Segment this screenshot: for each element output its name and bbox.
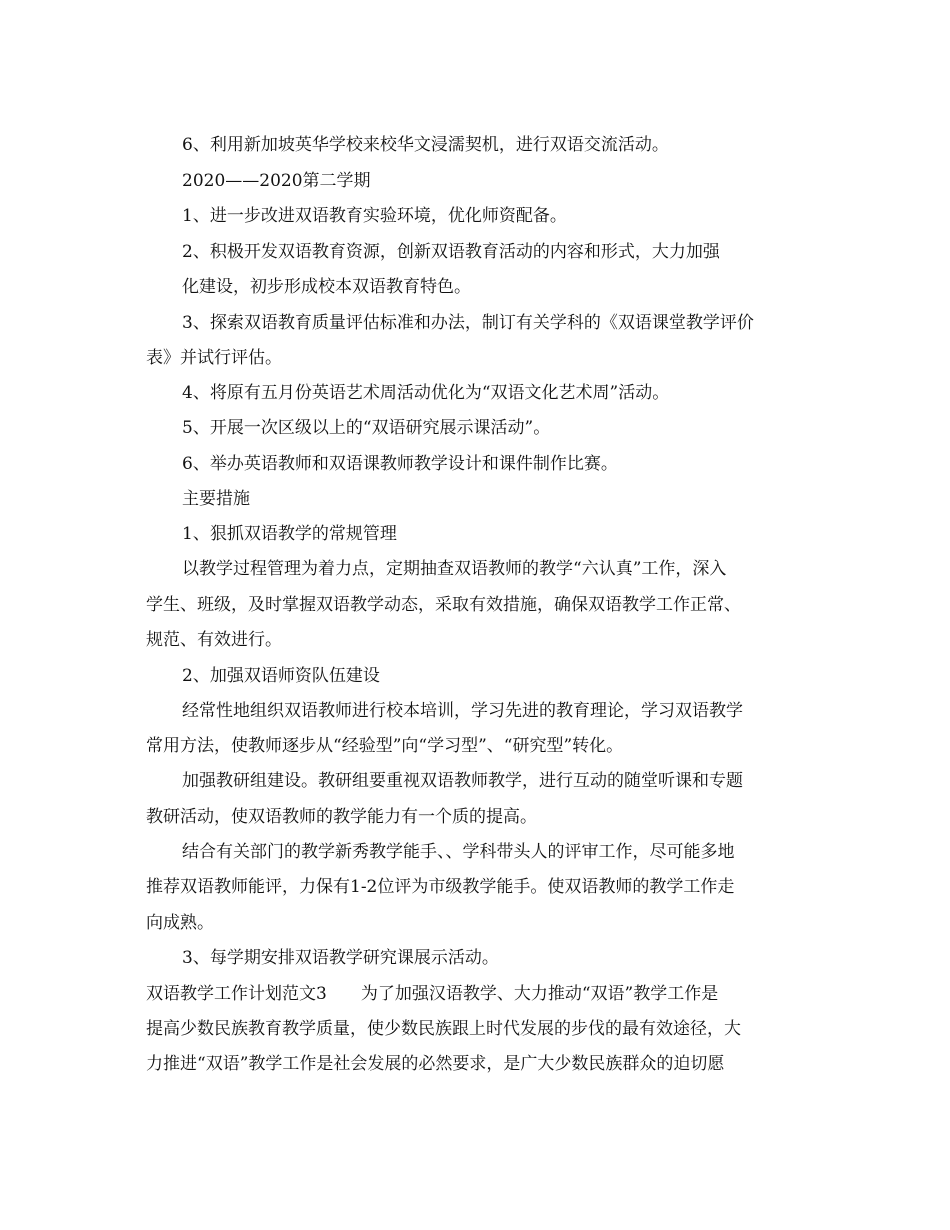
term-heading: 2020——2020第二学期	[182, 171, 371, 191]
text-line: 力推进“双语”教学工作是社会发展的必然要求，是广大少数民族群众的迫切愿	[146, 1054, 725, 1074]
text-line: 经常性地组织双语教师进行校本培训，学习先进的教育理论，学习双语教学	[182, 701, 743, 721]
subsection-heading: 1、狠抓双语教学的常规管理	[182, 524, 397, 544]
text-line: 3、探索双语教育质量评估标准和办法，制订有关学科的《双语课堂教学评价	[182, 313, 754, 333]
text-line: 5、开展一次区级以上的“双语研究展示课活动”。	[182, 418, 551, 438]
text-line: 2、积极开发双语教育资源，创新双语教育活动的内容和形式，大力加强	[182, 242, 720, 262]
text-line: 双语教学工作计划范文3 为了加强汉语教学、大力推动“双语”教学工作是	[146, 984, 719, 1004]
text-line: 向成熟。	[146, 913, 214, 933]
section-heading: 主要措施	[182, 489, 250, 509]
text-line: 推荐双语教师能评，力保有1-2位评为市级教学能手。使双语教师的教学工作走	[146, 877, 735, 897]
text-line: 6、举办英语教师和双语课教师教学设计和课件制作比赛。	[182, 454, 618, 474]
text-line: 6、利用新加坡英华学校来校华文浸濡契机，进行双语交流活动。	[182, 135, 669, 155]
text-line: 提高少数民族教育教学质量，使少数民族跟上时代发展的步伐的最有效途径，大	[146, 1019, 741, 1039]
text-line: 规范、有效进行。	[146, 630, 282, 650]
text-line: 常用方法，使教师逐步从“经验型”向“学习型”、“研究型”转化。	[146, 736, 624, 756]
subsection-heading: 3、每学期安排双语教学研究课展示活动。	[182, 948, 499, 968]
text-line: 1、进一步改进双语教育实验环境，优化师资配备。	[182, 206, 567, 226]
text-line: 学生、班级，及时掌握双语教学动态，采取有效措施，确保双语教学工作正常、	[146, 595, 741, 615]
text-line: 表》并试行评估。	[146, 348, 282, 368]
text-line: 结合有关部门的教学新秀教学能手、、学科带头人的评审工作，尽可能多地	[182, 842, 735, 862]
text-line: 化建设，初步形成校本双语教育特色。	[182, 277, 471, 297]
text-line: 教研活动，使双语教师的教学能力有一个质的提高。	[146, 807, 537, 827]
text-line: 加强教研组建设。教研组要重视双语教师教学，进行互动的随堂听课和专题	[182, 771, 743, 791]
text-line: 以教学过程管理为着力点，定期抽查双语教师的教学“六认真”工作，深入	[182, 559, 727, 579]
subsection-heading: 2、加强双语师资队伍建设	[182, 666, 380, 686]
text-line: 4、将原有五月份英语艺术周活动优化为“双语文化艺术周”活动。	[182, 383, 670, 403]
